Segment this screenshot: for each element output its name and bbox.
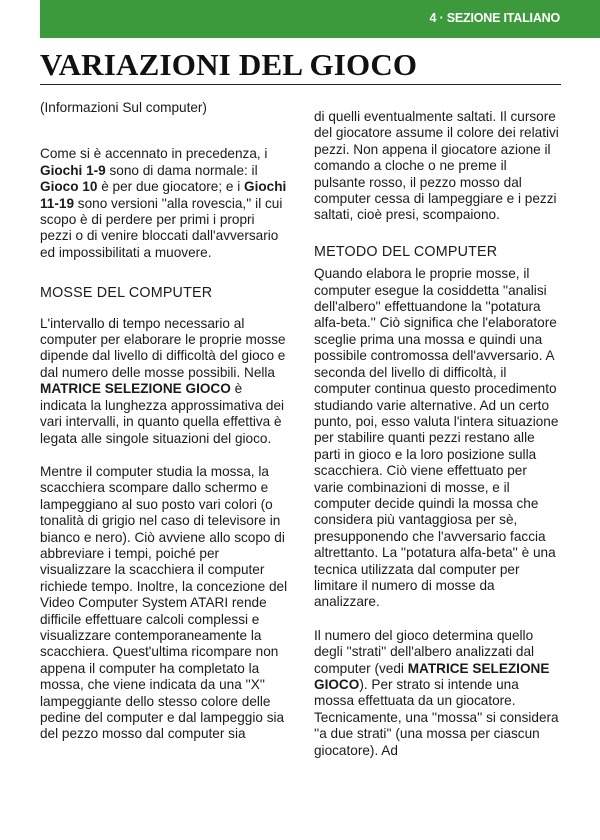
paragraph-tree-analysis: Quando elabora le proprie mosse, il computer esegue la cosiddetta ''analisi dell'albero'' effettuandone la ''potatura alfa-beta.'' Ciò significa che l'elaboratore sceglie prima una mossa e quindi una possibile contromossa dell'avversario. A seconda del livello di difficoltà, il computer continua questo procedimento studiando varie alternative. Ad un certo punto, poi, esso valuta l'intera situazione per stabilire quanti pezzi restano alle parti in gioco e la loro posizione sulla scacchiera. Ciò viene effettuato per varie combinazioni di mosse, e il computer decide quindi la mossa che considera più vantaggiosa per sè, presupponendo che l'avversario faccia altrettanto. La ''potatura alfa-beta'' è una tecnica utilizzata dal computer per limitare il numero di mosse da analizzare. [314, 266, 559, 610]
paragraph-game-number: Il numero del gioco determina quello degli ''strati'' dell'albero analizzati dal computer (vedi MATRICE SELEZIONE GIOCO). Per strato si intende una mossa effettuata da un giocatore. Tecnicamente, una ''mossa'' si considera ''a due strati'' (una mossa per ciascun giocatore). Ad [314, 627, 559, 758]
bold-games-1-9: Giochi 1-9 [40, 162, 106, 178]
paragraph-continuation: di quelli eventualmente saltati. Il cursore del giocatore assume il colore dei relativi pezzi. Non appena il giocatore azione il comando a cloche o ne preme il pulsante rosso, il pezzo mosso dal computer cessa di lampeggiare e i pezzi saltati, cioè presi, scompaiono. [314, 109, 559, 223]
paragraph-computer-thinking: Mentre il computer studia la mossa, la scacchiera scompare dallo schermo e lampeggiano al suo posto vari colori (o tonalità di grigio nel caso di televisore in bianco e nero). Ciò avviene allo scopo di abbreviare i tempi, poiché per visualizzare la scacchiera il computer richiede tempo. Inoltre, la concezione del Video Computer System ATARI rende difficile effettuare calcoli complessi e visualizzare contemporaneamente la scacchiera. Quest'ultima ricompare non appena il computer ha completato la mossa, che viene indicata da una ''X'' lampeggiante dello stesso colore delle pedine del computer e dal lampeggio sia del pezzo mosso dal computer sia [40, 463, 288, 742]
section-header-band [40, 0, 600, 38]
heading-metodo-del-computer: METODO DEL COMPUTER [314, 243, 498, 260]
page-title: VARIAZIONI DEL GIOCO [40, 47, 418, 82]
right-column [314, 109, 560, 759]
left-column [40, 100, 288, 743]
intro-heading: (Informazioni Sul computer) [40, 100, 207, 115]
paragraph-time-interval: L'intervallo di tempo necessario al computer per elaborare le proprie mosse dipende dal livello di difficoltà del gioco e dal numero delle mosse possibili. Nella MATRICE SELEZIONE GIOCO è indicata la lunghezza approssimativa dei vari intervalli, in quanto quella effettiva è legata alle singole situazioni del gioco. [40, 315, 286, 446]
heading-mosse-del-computer: MOSSE DEL COMPUTER [40, 285, 213, 302]
bold-matrice-selezione: MATRICE SELEZIONE GIOCO [40, 381, 231, 397]
title-rule [40, 84, 561, 85]
bold-game-10: Gioco 10 [40, 179, 98, 195]
paragraph-game-types: Come si è accennato in precedenza, i Giochi 1-9 sono di dama normale: il Gioco 10 è per due giocatore; e i Giochi 11-19 sono versioni ''alla rovescia,'' il cui scopo è di perdere per primi i propri pezzi o di venire bloccati dall'avversario ed impossibilitati a muovere. [40, 146, 287, 260]
bold-games-11-19: Giochi 11-19 [40, 179, 287, 211]
section-label: 4 · SEZIONE ITALIANO [429, 11, 560, 25]
bold-matrice-selezione-2: MATRICE SELEZIONE GIOCO [314, 660, 550, 692]
